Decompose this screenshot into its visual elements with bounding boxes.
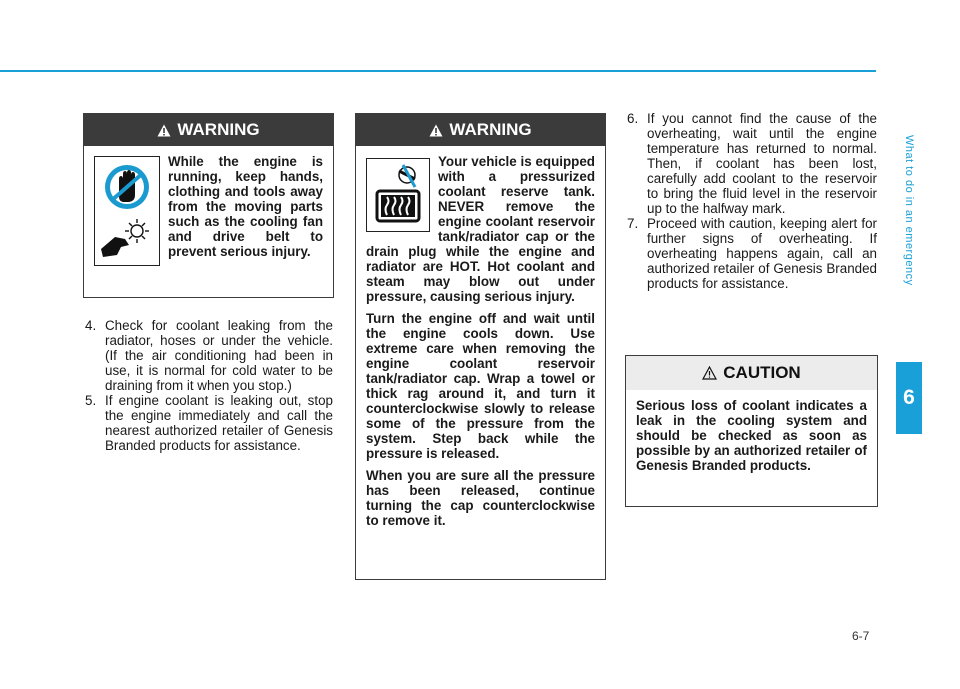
warning-text: While the engine is running, keep hands, clothing and tools away from the moving parts such as the cooling fan and drive belt to prevent serious injury. — [168, 154, 323, 259]
no-hands-fan-icon — [94, 156, 160, 266]
hot-radiator-cap-icon — [366, 158, 430, 232]
list-item: 6. If you cannot find the cause of the overheating, wait until the engine temperature has returned to normal. Then, if coolant has been lost, carefully add coolant to the reservoir to bring the fluid level in the reservoir up to the halfway mark. — [627, 111, 877, 216]
warning-paragraph: When you are sure all the pressure has been released, continue turning the cap counterclockwise to remove it. — [366, 468, 595, 528]
warning-header — [356, 114, 605, 146]
steps-right-list — [625, 111, 877, 291]
warning-label: WARNING — [449, 120, 532, 139]
page-number: 6-7 — [852, 629, 870, 643]
top-rule — [0, 70, 876, 72]
warning-triangle-icon — [429, 124, 443, 137]
warning-label: WARNING — [177, 120, 260, 139]
warning-header — [84, 114, 333, 146]
warning-paragraph: Your vehicle is equipped with a pressurized coolant reserve tank. NEVER remove the engine coolant reservoir tank/radiator cap or the drain plug while the engine and radiator are HOT. Hot coolant and steam may blow out under pressure, causing serious injury. — [366, 154, 595, 304]
caution-text: Serious loss of coolant indicates a leak in the cooling system and should be checked as soon as possible by an authorized retailer of Genesis Branded products. — [636, 398, 867, 473]
steps-left-list — [83, 318, 333, 453]
list-item: 7. Proceed with caution, keeping alert for further signs of overheating. If overheating happens again, call an authorized retailer of Genesis Branded products for assistance. — [627, 216, 877, 291]
caution-header — [626, 356, 877, 390]
section-title: What to do in an emergency — [903, 134, 915, 286]
warning-triangle-icon — [157, 124, 171, 137]
caution-box — [625, 355, 878, 507]
list-item: 4. Check for coolant leaking from the radiator, hoses or under the vehicle. (If the air conditioning had been in use, it is normal for cold water to be draining from it when you stop.) — [85, 318, 333, 393]
caution-label: CAUTION — [723, 363, 801, 382]
list-item: 5. If engine coolant is leaking out, stop the engine immediately and call the nearest authorized retailer of Genesis Branded products for assistance. — [85, 393, 333, 453]
warning-paragraph: Turn the engine off and wait until the engine cools down. Use extreme care when removing the engine coolant reservoir tank/radiator cap. Wrap a towel or thick rag around it, and turn it counterclockwise slowly to release some of the pressure from the system. Step back while the pressure is released. — [366, 311, 595, 461]
warning-box-moving-parts — [83, 113, 334, 298]
caution-triangle-icon — [702, 366, 717, 380]
section-number: 6 — [896, 362, 922, 434]
warning-box-coolant-cap — [355, 113, 606, 580]
